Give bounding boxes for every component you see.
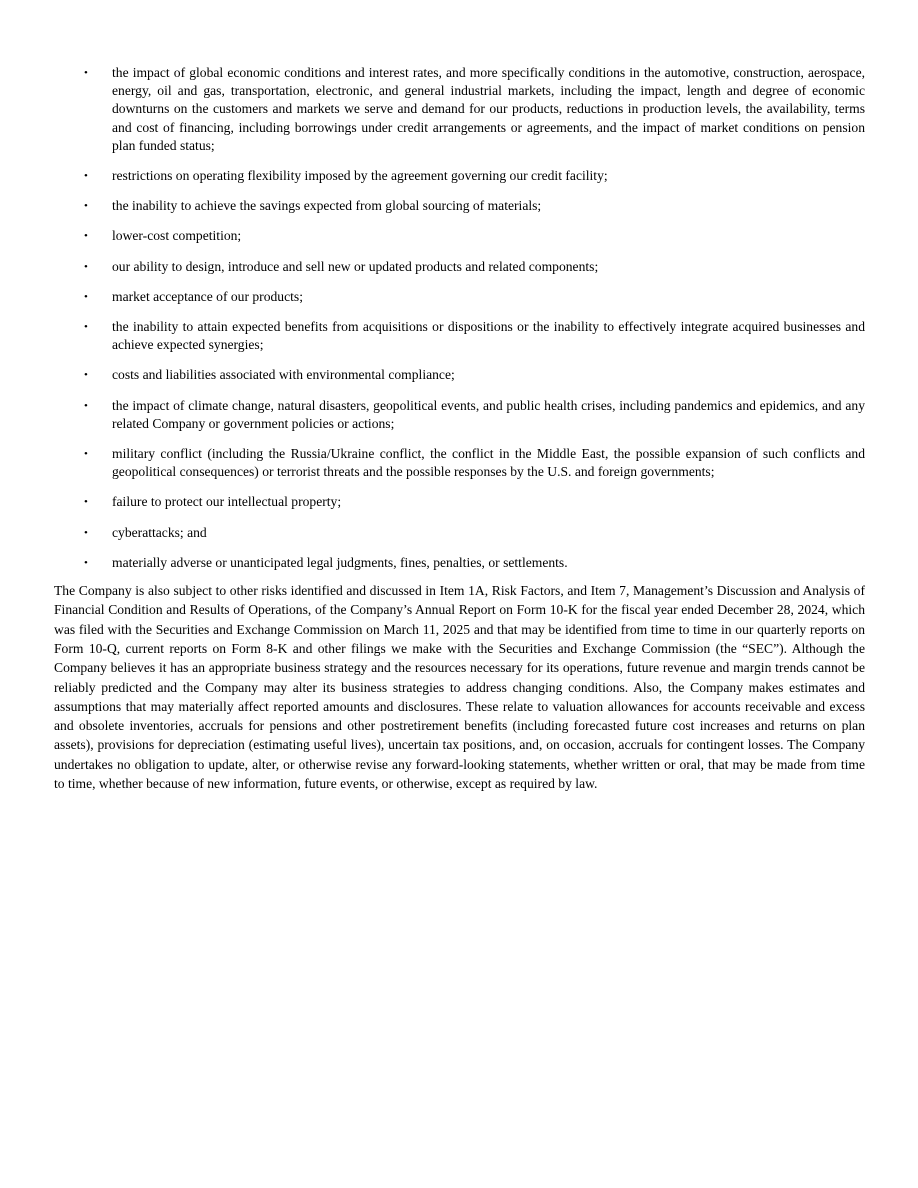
list-item — [54, 493, 865, 511]
list-item-text: the impact of global economic conditions and interest rates, and more specifically conditions in the automotive, construction, aerospace, energy, oil and gas, transportation, electronic, and general industrial markets, including the impact, length and degree of economic downturns on the customers and markets we serve and demand for our products, reductions in production levels, the availability, terms and cost of financing, including borrowings under credit arrangements or agreements, and the impact of market conditions on pension plan funded status; — [112, 65, 865, 153]
document-page — [54, 64, 865, 793]
bullet-icon: • — [84, 526, 88, 539]
list-item — [54, 397, 865, 433]
bullet-icon: • — [84, 260, 88, 273]
list-item-text: our ability to design, introduce and sell new or updated products and related components; — [112, 258, 599, 274]
list-item-text: the inability to achieve the savings expected from global sourcing of materials; — [112, 198, 542, 214]
bullet-icon: • — [84, 290, 88, 303]
list-item-text: failure to protect our intellectual property; — [112, 494, 342, 510]
list-item-text: the inability to attain expected benefits from acquisitions or dispositions or the inability to effectively integrate acquired businesses and achieve expected synergies; — [112, 319, 865, 353]
bullet-icon: • — [84, 448, 88, 461]
bullet-icon: • — [84, 556, 88, 569]
list-item-text: cyberattacks; and — [112, 524, 207, 540]
list-item — [54, 445, 865, 481]
list-item — [54, 64, 865, 155]
bullet-icon: • — [84, 399, 88, 412]
list-item — [54, 554, 865, 572]
list-item — [54, 197, 865, 215]
list-item-text: materially adverse or unanticipated legal judgments, fines, penalties, or settlements. — [112, 554, 568, 570]
bullet-icon: • — [84, 67, 88, 79]
list-item-text: restrictions on operating flexibility imposed by the agreement governing our credit facility; — [112, 168, 608, 184]
list-item — [54, 318, 865, 354]
list-item — [54, 258, 865, 276]
list-item — [54, 524, 865, 542]
bullet-icon: • — [84, 369, 88, 382]
list-item-text: military conflict (including the Russia/Ukraine conflict, the conflict in the Middle East, the possible expansion of such conflicts and geopolitical consequences) or terrorist threats and the possible responses by the U.S. and foreign governments; — [112, 446, 865, 480]
list-item-text: market acceptance of our products; — [112, 288, 303, 304]
bullet-icon: • — [84, 496, 88, 509]
bullet-icon: • — [84, 170, 88, 183]
list-item-text: lower-cost competition; — [112, 228, 242, 244]
list-item — [54, 167, 865, 185]
list-item-text: costs and liabilities associated with environmental compliance; — [112, 367, 455, 383]
list-item — [54, 227, 865, 245]
risk-factor-list — [54, 64, 865, 572]
list-item — [54, 366, 865, 384]
closing-paragraph: The Company is also subject to other risks identified and discussed in Item 1A, Risk Factors, and Item 7, Management’s Discussion and Analysis of Financial Condition and Results of Operations, of the Company’s Annual Report on Form 10-K for the fiscal year ended December 28, 2024, which was filed with the Securities and Exchange Commission on March 11, 2025 and that may be identified from time to time in our quarterly reports on Form 10-Q, current reports on Form 8-K and other filings we make with the Securities and Exchange Commission (the “SEC”). Although the Company believes it has an appropriate business strategy and the resources necessary for its operations, future revenue and margin trends cannot be reliably predicted and the Company may alter its business strategies to address changing conditions. Also, the Company makes estimates and assumptions that may materially affect reported amounts and disclosures. These relate to valuation allowances for accounts receivable and excess and obsolete inventories, accruals for pensions and other postretirement benefits (including forecasted future cost increases and returns on plan assets), provisions for depreciation (estimating useful lives), uncertain tax positions, and, on occasion, accruals for contingent losses. The Company undertakes no obligation to update, alter, or otherwise revise any forward-looking statements, whether written or oral, that may be made from time to time, whether because of new information, future events, or otherwise, except as required by law. — [54, 583, 865, 792]
list-item — [54, 288, 865, 306]
bullet-icon: • — [84, 321, 88, 334]
list-item-text: the impact of climate change, natural disasters, geopolitical events, and public health crises, including pandemics and epidemics, and any related Company or government policies or actions; — [112, 397, 865, 431]
bullet-icon: • — [84, 200, 88, 213]
bullet-icon: • — [84, 230, 88, 243]
